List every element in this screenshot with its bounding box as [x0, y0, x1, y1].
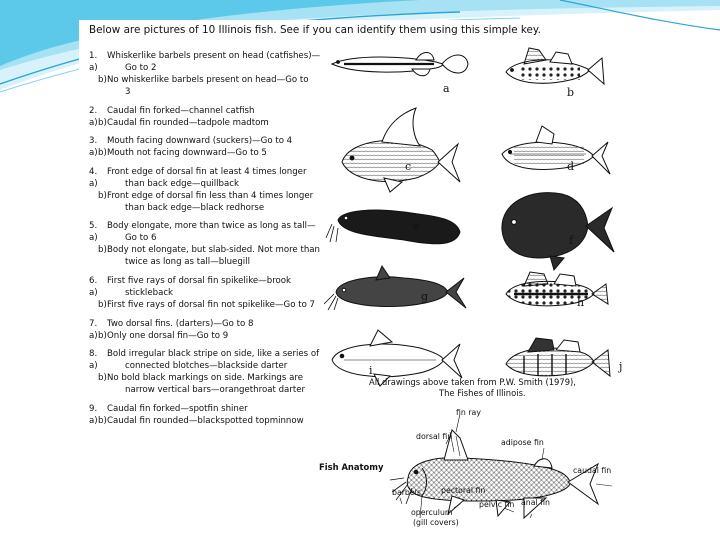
label-pelvic-fin: pelvic fin — [479, 500, 515, 509]
key-option-a: Bold irregular black stripe on side, like a series of — [107, 349, 320, 360]
key-option-a: First five rays of dorsal fin spikelike—brook — [107, 275, 292, 286]
fish-drawing-f — [502, 193, 614, 270]
key-step — [89, 220, 325, 268]
fish-letter-e: e — [413, 220, 420, 233]
key-option-a: Whiskerlike barbels present on head (catfishes)— — [107, 51, 321, 61]
key-option-a-cont: stickleback — [125, 287, 174, 298]
fish-drawing-h — [506, 272, 608, 306]
worksheet-page — [79, 20, 630, 538]
fish-letter-c: c — [405, 160, 412, 173]
key-option-b: Front edge of dorsal fin less than 4 times longer — [107, 190, 314, 201]
key-step — [89, 105, 325, 129]
fish-drawing-g — [324, 266, 466, 310]
key-option-b: Caudal fin rounded—tadpole madtom — [107, 117, 269, 128]
key-step — [89, 166, 325, 214]
fish-letter-a: a — [443, 82, 450, 95]
worksheet-heading: Below are pictures of 10 Illinois fish. See if you can identify them using this simple key. — [89, 24, 541, 36]
anatomy-title: Fish Anatomy — [319, 462, 384, 472]
label-dorsal-fin: dorsal fin — [416, 432, 453, 441]
key-option-b: Mouth not facing downward—Go to 5 — [107, 148, 267, 159]
key-option-a-cont: Go to 2 — [125, 63, 157, 73]
label-barbels: barbels — [392, 488, 421, 497]
key-option-b: No bold black markings on side. Markings are — [107, 373, 303, 384]
fish-letter-b: b — [567, 86, 575, 99]
key-option-a: Caudal fin forked—channel catfish — [107, 105, 255, 116]
fish-letter-h: h — [577, 296, 585, 309]
key-option-b: First five rays of dorsal fin not spikelike—Go to 7 — [107, 299, 316, 310]
key-step — [89, 135, 325, 159]
key-option-b-label: b) — [98, 373, 107, 384]
key-option-b-label: b) — [98, 75, 107, 85]
key-option-a: Mouth facing downward (suckers)—Go to 4 — [107, 136, 293, 147]
fish-drawing-e — [326, 210, 460, 244]
key-option-b: Only one dorsal fin—Go to 9 — [107, 330, 229, 341]
fish-letter-j: j — [619, 360, 623, 373]
key-option-b-label: b) — [98, 117, 107, 128]
key-option-b-label: b) — [98, 190, 107, 201]
key-step-number: 7. a) — [89, 318, 98, 341]
key-step — [89, 275, 325, 311]
fish-letter-i: i — [369, 364, 373, 377]
key-step-number: 5. a) — [89, 221, 98, 244]
key-step-number: 6. a) — [89, 275, 98, 298]
key-option-b-label: b) — [98, 245, 107, 256]
key-option-b: No whiskerlike barbels present on head—Go to — [107, 75, 309, 85]
key-step-number: 4. a) — [89, 166, 98, 189]
fish-letter-g: g — [421, 290, 429, 303]
key-option-a: Caudal fin forked—spotfin shiner — [107, 403, 248, 414]
fish-drawing-c — [342, 108, 460, 192]
fish-drawing-a — [332, 53, 468, 76]
fish-drawing-j — [506, 338, 610, 376]
key-option-b-label: b) — [98, 415, 107, 426]
key-option-b-cont: than back edge—black redhorse — [125, 202, 265, 213]
key-step — [89, 348, 325, 396]
key-option-b-label: b) — [98, 299, 107, 310]
key-step-number: 2. a) — [89, 105, 98, 128]
key-option-b: Caudal fin rounded—blackspotted topminnow — [107, 415, 304, 426]
label-pectoral-fin: pectoral fin — [441, 486, 486, 495]
credit-line-2: The Fishes of Illinois. — [439, 388, 526, 398]
key-option-a: Body elongate, more than twice as long as tall— — [107, 221, 316, 232]
label-gill-covers: (gill covers) — [413, 518, 459, 527]
key-option-a-cont: connected blotches—blackside darter — [125, 361, 288, 372]
label-anal-fin: anal fin — [521, 498, 550, 507]
fish-drawing-d — [502, 126, 610, 174]
fish-drawing-b — [506, 48, 604, 84]
identification-key — [89, 50, 325, 433]
fish-drawings — [324, 42, 630, 397]
label-operculum: operculum — [411, 508, 453, 517]
key-option-a-cont: Go to 6 — [125, 233, 157, 244]
key-option-b-label: b) — [98, 330, 107, 341]
key-step-number: 3. a) — [89, 136, 98, 159]
key-option-b-cont: 3 — [125, 87, 131, 97]
key-option-b-cont: twice as long as tall—bluegill — [125, 257, 250, 268]
key-option-a: Front edge of dorsal fin at least 4 times longer — [107, 166, 307, 177]
key-option-b: Body not elongate, but slab-sided. Not more than — [107, 245, 320, 256]
fish-letter-f: f — [569, 234, 574, 247]
key-step — [89, 318, 325, 342]
fish-letter-d: d — [567, 160, 575, 173]
key-step-number: 9. a) — [89, 403, 98, 426]
key-step — [89, 50, 325, 98]
key-step-number: 1. a) — [89, 51, 98, 73]
key-step — [89, 403, 325, 427]
label-fin-ray: fin ray — [456, 408, 481, 417]
label-caudal-fin: caudal fin — [573, 466, 612, 475]
key-option-a-cont: than back edge—quillback — [125, 178, 239, 189]
credit-line-1: All drawings above taken from P.W. Smith (1979), — [369, 377, 576, 387]
key-step-number: 8. a) — [89, 349, 98, 372]
label-adipose-fin: adipose fin — [501, 438, 544, 447]
key-option-a: Two dorsal fins. (darters)—Go to 8 — [107, 318, 254, 329]
key-option-b-label: b) — [98, 148, 107, 159]
drawing-credit — [369, 377, 629, 399]
key-option-b-cont: narrow vertical bars—orangethroat darter — [125, 385, 306, 396]
